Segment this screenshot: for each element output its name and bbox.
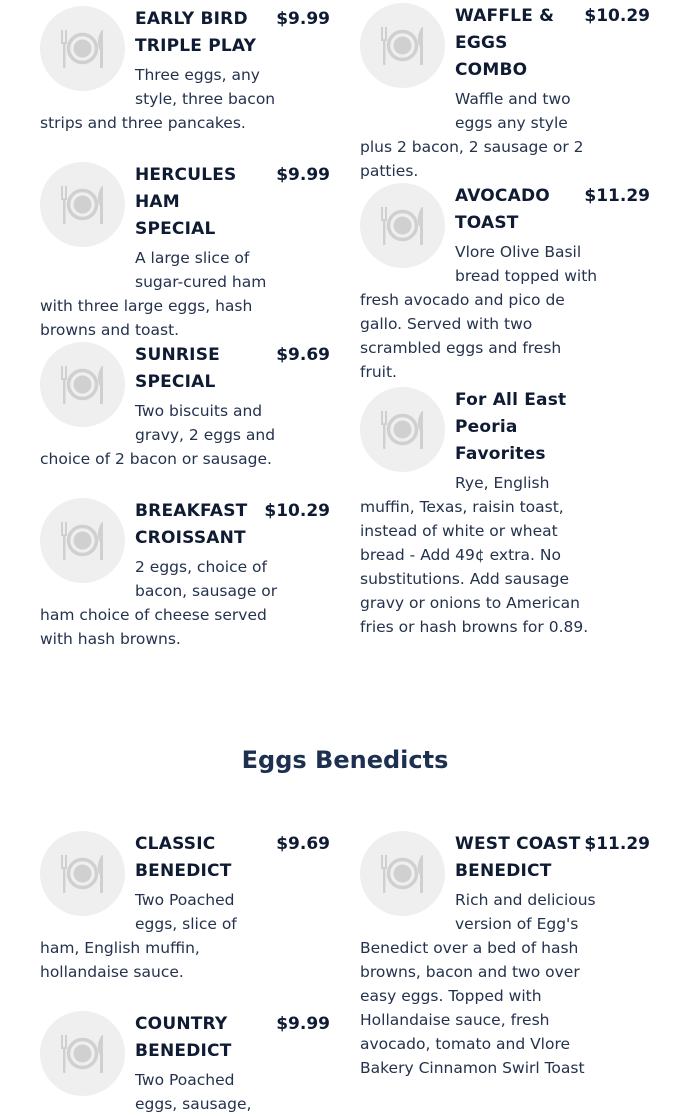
plate-utensils-icon	[40, 342, 125, 427]
item-name: BREAKFAST CROISSANT	[135, 501, 248, 548]
item-name: CLASSIC BENEDICT	[135, 834, 232, 881]
item-name: AVOCADO TOAST	[455, 186, 550, 233]
item-name: For All East Peoria Favorites	[455, 390, 567, 464]
item-description: Two Poached eggs, sausage,	[135, 1071, 252, 1113]
item-description: Two biscuits and gravy, 2 eggs and choice of 2 bacon or sausage.	[40, 402, 276, 468]
menu-item[interactable]	[360, 183, 650, 384]
menu-item[interactable]	[40, 498, 330, 651]
item-description: Vlore Olive Basil bread topped with fresh avocado and pico de gallo. Served with two scrambled eggs and fresh fruit.	[360, 243, 598, 381]
item-price: $11.29	[584, 186, 650, 206]
item-price: $9.69	[276, 345, 330, 365]
item-price: $10.29	[584, 6, 650, 26]
menu-item[interactable]	[40, 6, 330, 135]
menu-item[interactable]	[360, 387, 650, 639]
plate-utensils-icon	[360, 387, 445, 472]
menu-item[interactable]	[40, 342, 330, 471]
item-description: 2 eggs, choice of bacon, sausage or ham choice of cheese served with hash browns.	[40, 558, 278, 648]
plate-utensils-icon	[360, 3, 445, 88]
item-name: SUNRISE SPECIAL	[135, 345, 220, 392]
item-name: WAFFLE & EGGS COMBO	[455, 6, 555, 80]
plate-utensils-icon	[40, 498, 125, 583]
menu-item[interactable]	[360, 831, 650, 1080]
plate-utensils-icon	[40, 6, 125, 91]
item-price: $9.99	[276, 9, 330, 29]
item-description: A large slice of sugar-cured ham with three large eggs, hash browns and toast.	[40, 249, 267, 339]
item-description: Rich and delicious version of Egg's Benedict over a bed of hash browns, bacon and two over easy eggs. Topped with Hollandaise sauce, fresh avocado, tomato and Vlore Bakery Cinnamon Swirl Toast	[360, 891, 596, 1077]
item-name: COUNTRY BENEDICT	[135, 1014, 232, 1061]
item-price: $9.69	[276, 834, 330, 854]
item-price: $9.99	[276, 165, 330, 185]
menu-item[interactable]	[40, 831, 330, 984]
item-name: HERCULES HAM SPECIAL	[135, 165, 237, 239]
plate-utensils-icon	[360, 831, 445, 916]
item-description: Rye, English muffin, Texas, raisin toast, instead of white or wheat bread - Add 49¢ extra. No substitutions. Add sausage gravy or onions to American fries or hash browns for 0.89.	[360, 474, 589, 636]
section-title: Eggs Benedicts	[241, 746, 449, 774]
item-description: Three eggs, any style, three bacon strips and three pancakes.	[40, 66, 276, 132]
menu-item[interactable]	[360, 3, 650, 183]
plate-utensils-icon	[40, 831, 125, 916]
menu-item[interactable]	[40, 162, 330, 342]
plate-utensils-icon	[360, 183, 445, 268]
item-name: EARLY BIRD TRIPLE PLAY	[135, 9, 257, 56]
item-price: $10.29	[264, 501, 330, 521]
menu-item[interactable]	[40, 1011, 330, 1116]
item-name: WEST COAST BENEDICT	[455, 834, 581, 881]
plate-utensils-icon	[40, 162, 125, 247]
item-price: $9.99	[276, 1014, 330, 1034]
item-price: $11.29	[584, 834, 650, 854]
plate-utensils-icon	[40, 1011, 125, 1096]
item-description: Waffle and two eggs any style plus 2 bacon, 2 sausage or 2 patties.	[360, 90, 584, 180]
item-description: Two Poached eggs, slice of ham, English muffin, hollandaise sauce.	[40, 891, 237, 981]
